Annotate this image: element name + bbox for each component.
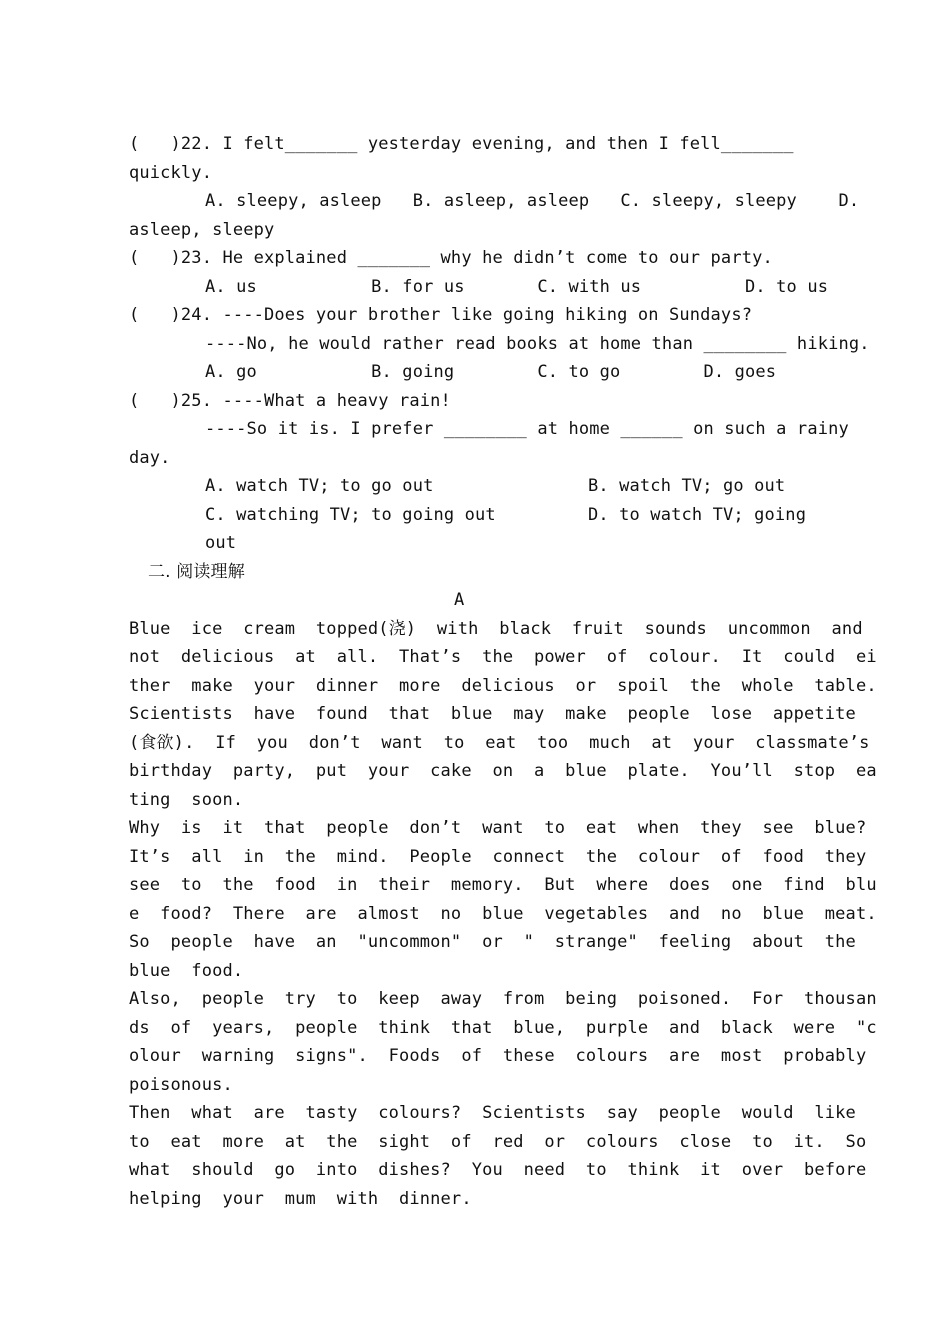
question-25-option-c: C. watching TV; to going out xyxy=(205,505,496,525)
passage-line: e food? There are almost no blue vegetables and no blue meat. xyxy=(129,904,877,924)
passage-line: ds of years, people think that blue, purple and black were "c xyxy=(129,1018,877,1038)
question-25-option-d-cont: out xyxy=(205,533,237,553)
section-heading: 二. 阅读理解 xyxy=(148,562,245,582)
passage-line: to eat more at the sight of red or colours close to it. So xyxy=(129,1132,867,1152)
passage-label: A xyxy=(454,590,465,610)
passage-line: Also, people try to keep away from being poisoned. For thousan xyxy=(129,989,877,1009)
passage-line: ting soon. xyxy=(129,790,244,810)
passage-line: not delicious at all. That’s the power of colour. It could ei xyxy=(129,647,877,667)
passage-line: ther make your dinner more delicious or spoil the whole table. xyxy=(129,676,877,696)
question-22-stem-cont: quickly. xyxy=(129,163,213,183)
passage-line: Blue ice cream topped(浇) with black fruit sounds uncommon and xyxy=(129,619,863,639)
question-22-options-cont: asleep, sleepy xyxy=(129,220,275,240)
passage-line: Then what are tasty colours? Scientists say people would like xyxy=(129,1103,856,1123)
passage-line: Why is it that people don’t want to eat when they see blue? xyxy=(129,818,867,838)
question-24-stem: ( )24. ----Does your brother like going hiking on Sundays? xyxy=(129,305,753,325)
passage-line: It’s all in the mind. People connect the colour of food they xyxy=(129,847,867,867)
question-25-stem: ( )25. ----What a heavy rain! xyxy=(129,391,451,411)
passage-line: see to the food in their memory. But where does one find blu xyxy=(129,875,877,895)
question-24-dialog: ----No, he would rather read books at home than ________ hiking. xyxy=(205,334,870,354)
passage-line: So people have an "uncommon" or " strange" feeling about the xyxy=(129,932,856,952)
passage-line: olour warning signs". Foods of these colours are most probably xyxy=(129,1046,867,1066)
question-25-option-a: A. watch TV; to go out xyxy=(205,476,434,496)
question-25-option-b: B. watch TV; go out xyxy=(588,476,786,496)
question-22-options: A. sleepy, asleep B. asleep, asleep C. sleepy, sleepy D. xyxy=(205,191,860,211)
passage-line: birthday party, put your cake on a blue plate. You’ll stop ea xyxy=(129,761,877,781)
question-22-stem: ( )22. I felt_______ yesterday evening, and then I fell_______ xyxy=(129,134,794,154)
passage-line: helping your mum with dinner. xyxy=(129,1189,472,1209)
question-24-options: A. go B. going C. to go D. goes xyxy=(205,362,777,382)
question-23-options: A. us B. for us C. with us D. to us xyxy=(205,277,829,297)
passage-line: Scientists have found that blue may make people lose appetite xyxy=(129,704,856,724)
passage-line: poisonous. xyxy=(129,1075,233,1095)
passage-line: blue food. xyxy=(129,961,244,981)
question-23-stem: ( )23. He explained _______ why he didn’t come to our party. xyxy=(129,248,773,268)
passage-line: what should go into dishes? You need to think it over before xyxy=(129,1160,867,1180)
passage-line: (食欲). If you don’t want to eat too much at your classmate’s xyxy=(129,733,870,753)
question-25-dialog-cont: day. xyxy=(129,448,171,468)
question-25-option-d: D. to watch TV; going xyxy=(588,505,807,525)
question-25-dialog: ----So it is. I prefer ________ at home ______ on such a rainy xyxy=(205,419,849,439)
